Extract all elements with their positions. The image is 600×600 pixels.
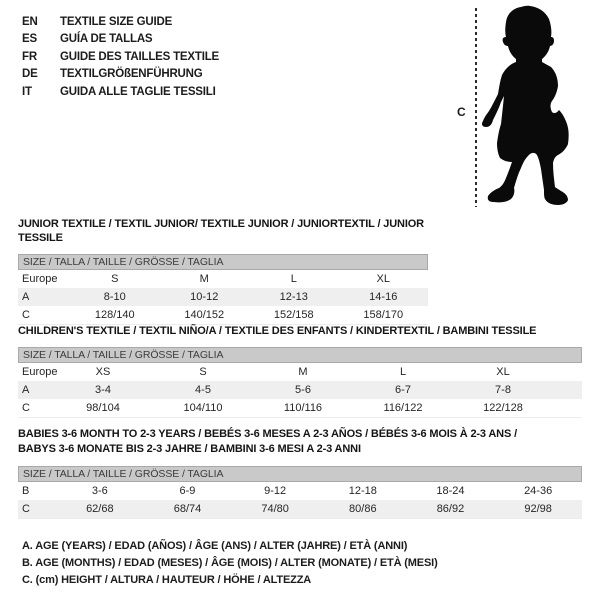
cell: 9-12 bbox=[264, 485, 287, 497]
height-dashed-line bbox=[475, 8, 477, 207]
cell: 116/122 bbox=[383, 402, 423, 414]
cell: 122/128 bbox=[483, 402, 523, 414]
language-code: ES bbox=[22, 33, 37, 46]
size-header-bar bbox=[18, 347, 582, 363]
cell: 6-9 bbox=[179, 485, 196, 497]
cell: M bbox=[298, 366, 308, 378]
size-table-children bbox=[18, 363, 582, 418]
row-label: C bbox=[22, 309, 30, 321]
height-figure bbox=[455, 0, 595, 212]
cell: 3-4 bbox=[53, 381, 153, 399]
size-header-bar bbox=[18, 466, 582, 482]
language-row-es bbox=[22, 31, 219, 49]
table-row-height bbox=[18, 306, 428, 325]
cell: L bbox=[399, 366, 407, 378]
row-label: C bbox=[22, 402, 30, 414]
spacer-cell bbox=[553, 399, 582, 418]
language-row-de bbox=[22, 66, 219, 84]
section-junior-textile bbox=[18, 217, 428, 325]
row-label: B bbox=[22, 485, 30, 497]
size-header-text: SIZE / TALLA / TAILLE / GRÖSSE / TAGLIA bbox=[23, 468, 224, 480]
cell: M bbox=[199, 273, 209, 285]
table-row-age bbox=[18, 381, 582, 399]
section-title-line: BABIES 3-6 MONTH TO 2-3 YEARS / BEBÉS 3-6 MESES A 2-3 AÑOS / BÉBÉS 3-6 MOIS À 2-3 ANS / bbox=[18, 428, 517, 440]
height-measure-label: C bbox=[457, 105, 466, 119]
footnote-age-years: A. AGE (YEARS) / EDAD (AÑOS) / ÂGE (ANS) / ALTER (JAHRE) / ETÀ (ANNI) bbox=[22, 540, 408, 552]
section-title bbox=[18, 217, 428, 245]
section-title bbox=[18, 324, 582, 338]
cell: XL bbox=[376, 273, 390, 285]
section-title-line: BABYS 3-6 MONATE BIS 2-3 JAHRE / BAMBINI 3-6 MESI A 2-3 ANNI bbox=[18, 443, 361, 455]
language-code: EN bbox=[22, 15, 38, 28]
language-title: TEXTILGRÖßENFÜHRUNG bbox=[60, 68, 203, 81]
section-babies-textile bbox=[18, 427, 582, 519]
spacer-cell bbox=[553, 381, 582, 399]
row-label: Europe bbox=[22, 366, 58, 378]
cell: 104/110 bbox=[183, 402, 223, 414]
cell: 86/92 bbox=[407, 500, 495, 519]
cell: 14-16 bbox=[339, 288, 429, 306]
section-children-textile bbox=[18, 324, 582, 418]
footnote-age-months: B. AGE (MONTHS) / EDAD (MESES) / ÂGE (MOIS) / ALTER (MONATE) / ETÀ (MESI) bbox=[22, 557, 438, 569]
cell: 158/170 bbox=[363, 309, 404, 321]
language-code: IT bbox=[22, 85, 32, 98]
footnotes bbox=[22, 538, 438, 589]
cell: 68/74 bbox=[144, 500, 232, 519]
cell: 24-36 bbox=[524, 485, 553, 497]
cell: 3-6 bbox=[91, 485, 108, 497]
cell: 140/152 bbox=[184, 309, 225, 321]
cell: XL bbox=[496, 366, 510, 378]
cell: 98/104 bbox=[86, 402, 120, 414]
row-label: Europe bbox=[22, 273, 58, 285]
cell: 10-12 bbox=[160, 288, 250, 306]
cell: L bbox=[290, 273, 297, 285]
cell: S bbox=[199, 366, 207, 378]
cell: 152/158 bbox=[273, 309, 314, 321]
cell: 7-8 bbox=[453, 381, 553, 399]
section-title-line: CHILDREN'S TEXTILE / TEXTIL NIÑO/A / TEXTILE DES ENFANTS / KINDERTEXTIL / BAMBINI TESSILE bbox=[18, 325, 537, 337]
section-title bbox=[18, 427, 582, 457]
table-row-height bbox=[18, 399, 582, 418]
table-row-age-months bbox=[18, 482, 582, 500]
language-title: GUIDA ALLE TAGLIE TESSILI bbox=[60, 85, 216, 98]
language-row-fr bbox=[22, 48, 219, 66]
language-code: FR bbox=[22, 50, 37, 63]
language-code: DE bbox=[22, 68, 38, 81]
row-label: A bbox=[18, 288, 70, 306]
cell: 74/80 bbox=[231, 500, 319, 519]
cell: S bbox=[111, 273, 119, 285]
cell: 128/140 bbox=[94, 309, 135, 321]
language-title: GUÍA DE TALLAS bbox=[60, 33, 153, 46]
spacer-cell bbox=[553, 363, 582, 381]
table-row-europe bbox=[18, 363, 582, 381]
table-row-europe bbox=[18, 270, 428, 288]
table-row-age bbox=[18, 288, 428, 306]
size-header-text: SIZE / TALLA / TAILLE / GRÖSSE / TAGLIA bbox=[23, 349, 224, 361]
cell: 4-5 bbox=[153, 381, 253, 399]
language-title: TEXTILE SIZE GUIDE bbox=[60, 15, 173, 28]
cell: 12-18 bbox=[348, 485, 377, 497]
size-table-junior bbox=[18, 270, 428, 325]
cell: 12-13 bbox=[249, 288, 339, 306]
footnote-height: C. (cm) HEIGHT / ALTURA / HAUTEUR / HÖHE / ALTEZZA bbox=[22, 574, 312, 586]
language-title: GUIDE DES TAILLES TEXTILE bbox=[60, 50, 219, 63]
toddler-silhouette-icon bbox=[480, 0, 590, 210]
section-title-line: JUNIOR TEXTILE / TEXTIL JUNIOR/ TEXTILE JUNIOR / JUNIORTEXTIL / JUNIOR TESSILE bbox=[18, 218, 424, 244]
cell: 92/98 bbox=[494, 500, 582, 519]
language-row-en bbox=[22, 13, 219, 31]
cell: 8-10 bbox=[70, 288, 160, 306]
cell: 6-7 bbox=[353, 381, 453, 399]
cell: 80/86 bbox=[319, 500, 407, 519]
cell: 62/68 bbox=[56, 500, 144, 519]
size-table-babies bbox=[18, 482, 582, 519]
cell: 110/116 bbox=[283, 402, 323, 414]
row-label: A bbox=[18, 381, 53, 399]
cell: XS bbox=[95, 366, 111, 378]
size-header-bar bbox=[18, 254, 428, 270]
size-header-text: SIZE / TALLA / TAILLE / GRÖSSE / TAGLIA bbox=[23, 256, 224, 268]
row-label: C bbox=[18, 500, 56, 519]
table-row-height bbox=[18, 500, 582, 519]
language-header bbox=[22, 13, 219, 101]
cell: 18-24 bbox=[436, 485, 465, 497]
language-row-it bbox=[22, 83, 219, 101]
cell: 5-6 bbox=[253, 381, 353, 399]
